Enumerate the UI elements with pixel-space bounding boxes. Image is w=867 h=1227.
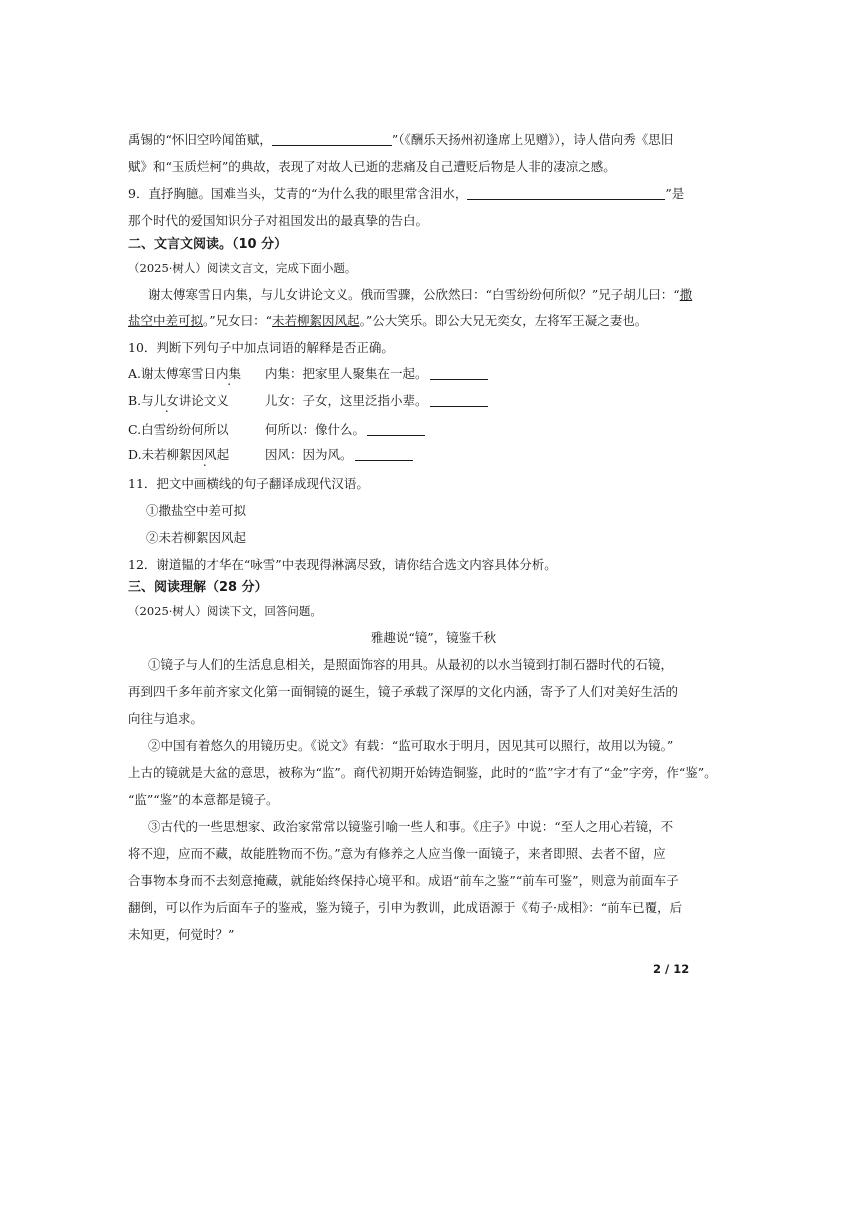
q8-line-2: 赋》和“玉质烂柯”的典故，表现了对故人已逝的悲痛及自己遭贬后物是人非的凄凉之感。 <box>128 159 616 174</box>
option-d-pre: D.未若柳絮 <box>128 447 192 462</box>
option-b-post: 讲论文义 <box>178 393 229 408</box>
q10-prompt: 10．判断下列句子中加点词语的解释是否正确。 <box>128 340 394 355</box>
page-number: 2 / 12 <box>653 962 690 976</box>
q11-item-1: ①撒盐空中差可拟 <box>146 503 247 518</box>
option-a-dotted: 内集 <box>216 366 242 381</box>
q11-prompt: 11．把文中画横线的句子翻译成现代汉语。 <box>128 476 369 491</box>
article-p2-line-3: “监”“鉴”的本意都是镜子。 <box>128 792 279 807</box>
option-b-pre: B.与 <box>128 393 154 408</box>
option-b <box>128 392 488 410</box>
q8-text-b: ”（《酬乐天扬州初逢席上见赠》），诗人借向秀《思旧 <box>391 132 674 147</box>
article-p3-line-3: 合事物本身而不去刻意掩藏，就能始终保持心境平和。成语“前车之鉴”“前车可鉴”，则意为前面车子 <box>128 873 679 888</box>
article-p3-line-4: 翻倒，可以作为后面车子的鉴戒，鉴为镜子，引申为教训，此成语源于《荀子·成相》：“前车已覆，后 <box>128 900 683 915</box>
passage-text-1a: 谢太傅寒雪日内集，与儿女讲论文义。俄而雪骤，公欣然曰：“白雪纷纷何所似？”兄子胡儿曰：“ <box>148 287 680 302</box>
passage-line-2 <box>128 312 647 330</box>
underlined-sentence-1-start: 撒 <box>679 287 693 302</box>
option-c <box>128 421 425 439</box>
article-p1-line-2: 再到四千多年前齐家文化第一面铜镜的诞生，镜子承载了深厚的文化内涵，寄予了人们对美好生活的 <box>128 684 679 699</box>
option-d-dotted: 因风 <box>191 447 217 462</box>
q8-answer-blank[interactable] <box>272 132 392 146</box>
option-b-blank[interactable] <box>430 393 488 407</box>
section2-heading: 二、文言文阅读。（10 分） <box>128 237 288 252</box>
q9-text-a: 9．直抒胸臆。国难当头，艾青的“为什么我的眼里常含泪水， <box>128 186 468 201</box>
section3-heading: 三、阅读理解（28 分） <box>128 580 268 595</box>
underlined-sentence-1-end: 盐空中差可拟 <box>128 313 204 328</box>
q8-text-a: 禹锡的“怀旧空吟闻笛赋， <box>128 132 272 147</box>
q8-line-1 <box>128 131 673 149</box>
option-d-blank[interactable] <box>355 447 413 461</box>
option-d-explanation: 因风：因为风。 <box>265 447 353 462</box>
article-p2-line-1: ②中国有着悠久的用镜历史。《说文》有载：“监可取水于明月，因见其可以照行，故用以为镜。” <box>148 738 674 753</box>
article-p3-line-1: ③古代的一些思想家、政治家常常以镜鉴引喻一些人和事。《庄子》中说：“至人之用心若镜，不 <box>148 819 674 834</box>
option-a-pre: A.谢太傅寒雪日 <box>128 366 217 381</box>
article-p1-line-1: ①镜子与人们的生活息息相关，是照面饰容的用具。从最初的以水当镜到打制石器时代的石镜， <box>148 657 674 672</box>
option-c-pre: C.白雪纷纷 <box>128 422 192 437</box>
section2-intro: （2025·树人）阅读文言文，完成下面小题。 <box>128 261 357 275</box>
article-p3-line-2: 将不迎，应而不藏，故能胜物而不伤。”意为有修养之人应当像一面镜子，来者即照、去者不留，应 <box>128 846 666 861</box>
q9-text-b: ”是 <box>665 186 685 201</box>
article-p2-line-2: 上古的镜就是大盆的意思，被称为“监”。商代初期开始铸造铜鉴，此时的“监”字才有了“金”字旁，作“鉴”。 <box>128 765 717 780</box>
q9-line-1 <box>128 185 684 203</box>
option-b-dotted: 儿女 <box>153 393 179 408</box>
option-a-blank[interactable] <box>430 366 488 380</box>
option-c-explanation: 何所以：像什么。 <box>265 422 366 437</box>
q11-item-2: ②未若柳絮因风起 <box>146 530 247 545</box>
option-a <box>128 365 488 383</box>
passage-text-2b: 。”兄女曰：“ <box>203 313 273 328</box>
option-d-post: 起 <box>216 447 230 462</box>
article-p3-line-5: 未知更，何觉时？” <box>128 927 235 942</box>
q9-answer-blank[interactable] <box>467 186 665 200</box>
article-p1-line-3: 向往与追求。 <box>128 711 204 726</box>
option-b-explanation: 儿女：子女，这里泛指小辈。 <box>265 393 428 408</box>
q9-line-2: 那个时代的爱国知识分子对祖国发出的最真挚的告白。 <box>128 213 429 228</box>
option-d <box>128 446 413 464</box>
section3-intro: （2025·树人）阅读下文，回答问题。 <box>128 604 322 618</box>
article-title: 雅趣说“镜”，镜鉴千秋 <box>370 630 497 645</box>
underlined-sentence-2: 未若柳絮因风起 <box>272 313 360 328</box>
option-a-explanation: 内集：把家里人聚集在一起。 <box>265 366 428 381</box>
option-c-blank[interactable] <box>367 422 425 436</box>
passage-line-1 <box>148 286 692 304</box>
option-c-word: 何所以 <box>191 422 229 437</box>
passage-text-2d: 。”公大笑乐。即公大兄无奕女，左将军王凝之妻也。 <box>359 313 648 328</box>
q12-prompt: 12．谢道韫的才华在“咏雪”中表现得淋漓尽致，请你结合选文内容具体分析。 <box>128 557 557 572</box>
